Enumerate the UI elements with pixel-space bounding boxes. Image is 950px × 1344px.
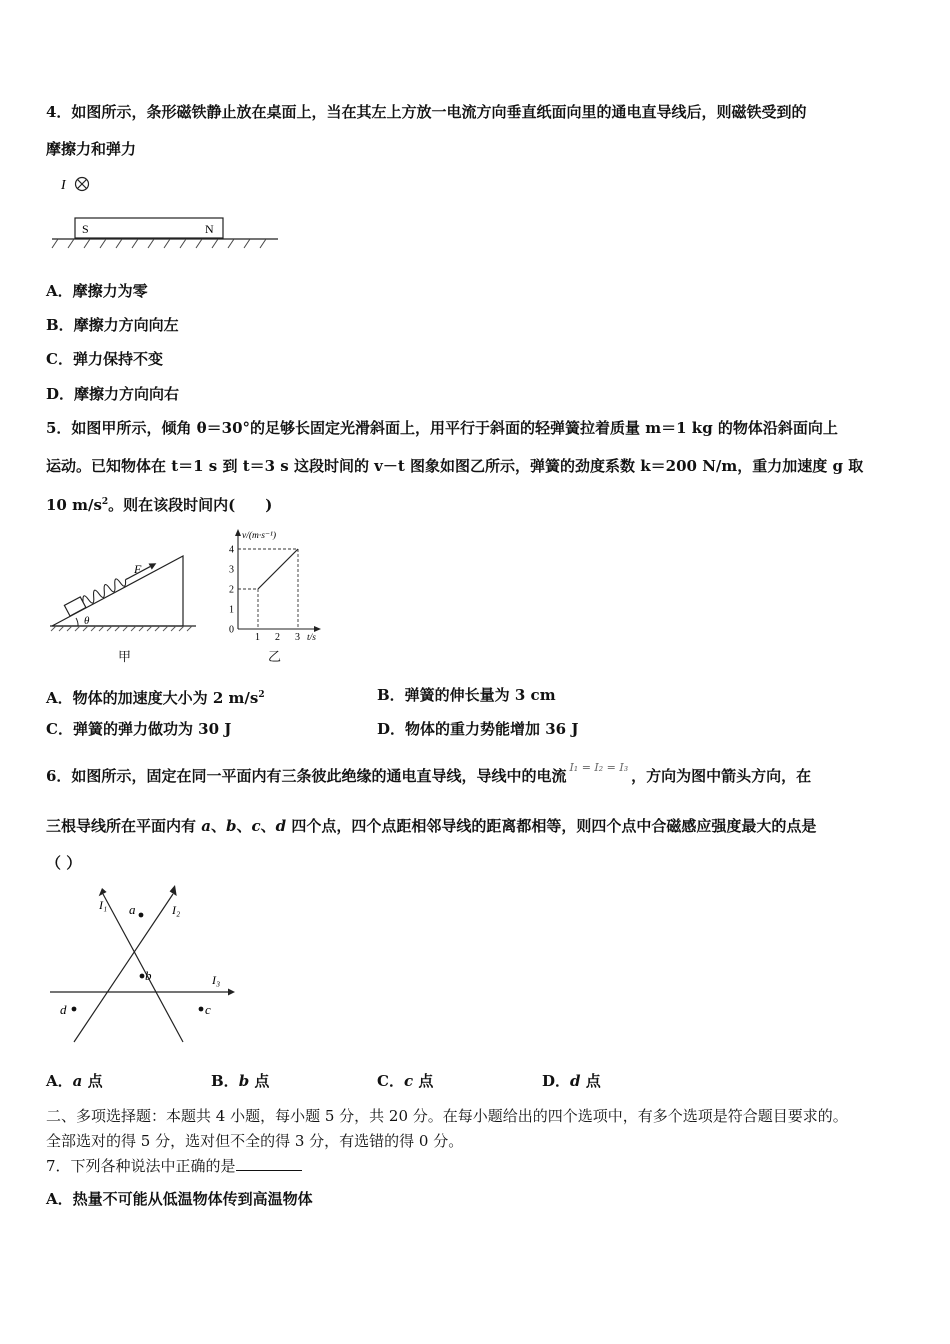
q4-magnet-figure — [50, 172, 285, 254]
q4-stem-line2: 摩擦力和弹力 — [46, 140, 137, 158]
point-c-label: c — [205, 1002, 211, 1017]
angle-arc — [76, 618, 78, 626]
x-tick-label-3: 3 — [295, 632, 300, 643]
q6-option-d: D．d 点 — [542, 1072, 601, 1090]
q5-stem-line2: 运动。已知物体在 t＝1 s 到 t＝3 s 这段时间的 v－t 图象如图乙所示，弹簧的劲度系数 k＝200 N/m，重力加速度 g 取 — [46, 457, 864, 475]
section2-heading-line1: 二、多项选择题：本题共 4 小题，每小题 5 分，共 20 分。在每小题给出的四个选项中，有多个选项是符合题目要求的。 — [46, 1107, 848, 1125]
current-equation: I₁ = I₂ = I₃ — [569, 761, 629, 774]
q5-option-b: B．弹簧的伸长量为 3 cm — [377, 686, 556, 704]
section2-heading-line2: 全部选对的得 5 分，选对但不全的得 3 分，有选错的得 0 分。 — [46, 1132, 464, 1150]
q6-stem-line1: 6．如图所示，固定在同一平面内有三条彼此绝缘的通电直导线，导线中的电流 I₁ = I₂ = I₃ ，方向为图中箭头方向，在 — [46, 766, 811, 788]
q5-option-d: D．物体的重力势能增加 36 J — [377, 720, 579, 738]
wire-1-arrow — [99, 888, 107, 896]
q6-wires-figure — [46, 884, 246, 1046]
spring — [81, 575, 128, 607]
q6-stem-line2: 三根导线所在平面内有 a、b、c、d 四个点，四个点距相邻导线的距离都相等，则四个点中合磁感应强度最大的点是 — [46, 817, 817, 835]
q7-stem: 7．下列各种说法中正确的是 — [46, 1156, 302, 1176]
q5-option-a: A．物体的加速度大小为 2 $m/s^2$ — [46, 689, 265, 707]
point-d-label: d — [60, 1002, 67, 1017]
point-b — [140, 974, 145, 979]
figure-jia-caption: 甲 — [118, 650, 132, 665]
x-axis-label: t/s — [307, 633, 316, 643]
table-hatching — [52, 239, 266, 248]
bar-magnet — [75, 218, 223, 238]
y-tick-label-3: 3 — [229, 564, 234, 576]
y-tick-label-1: 1 — [229, 604, 234, 616]
y-tick-label-0: 0 — [229, 624, 234, 636]
q6-option-c: C．c 点 — [377, 1072, 434, 1090]
q6-stem-line3: （ ） — [46, 854, 82, 872]
wire-2-label: I₂ — [172, 903, 181, 917]
force-label: F — [134, 562, 142, 576]
q5-vt-chart — [224, 526, 328, 642]
answer-blank — [236, 1156, 302, 1171]
q4-option-a: A．摩擦力为零 — [46, 282, 148, 300]
point-a-label: a — [129, 902, 136, 917]
x-tick-label-2: 2 — [275, 632, 280, 643]
wire-1-label: I₁ — [99, 898, 108, 912]
q5-stem-line3: 10 $m/s^2$。则在该段时间内( ) — [46, 496, 273, 514]
point-c — [199, 1007, 204, 1012]
wire-3-label: I₃ — [212, 973, 221, 987]
y-axis-arrow — [235, 529, 241, 536]
current-into-page-icon — [76, 178, 89, 191]
q6-option-b: B．b 点 — [211, 1072, 270, 1090]
y-tick-label-4: 4 — [229, 544, 234, 556]
q4-option-c: C．弹力保持不变 — [46, 350, 163, 368]
figure-yi-caption: 乙 — [268, 650, 282, 665]
q5-stem-line1: 5．如图甲所示，倾角 θ＝30°的足够长固定光滑斜面上，用平行于斜面的轻弹簧拉着质量 m＝1 kg 的物体沿斜面向上 — [46, 419, 838, 437]
q5-option-c: C．弹簧的弹力做功为 30 J — [46, 720, 232, 738]
current-label: I — [61, 178, 66, 193]
y-tick-label-2: 2 — [229, 584, 234, 596]
q5-incline-figure — [48, 552, 200, 634]
x-tick-label-1: 1 — [255, 632, 260, 643]
q4-option-b: B．摩擦力方向向左 — [46, 316, 179, 334]
wire-3-arrow — [228, 989, 235, 996]
q6-option-a: A．a 点 — [46, 1072, 103, 1090]
velocity-series-line — [258, 549, 298, 589]
y-axis-label: v/(m·s⁻¹) — [242, 531, 276, 541]
q4-option-d: D．摩擦力方向向右 — [46, 385, 180, 403]
point-b-label: b — [145, 968, 152, 983]
ground-hatching — [51, 626, 192, 631]
point-d — [72, 1007, 77, 1012]
magnet-n-label: N — [205, 222, 214, 236]
point-a — [139, 913, 144, 918]
q4-stem-line1: 4．如图所示，条形磁铁静止放在桌面上，当在其左上方放一电流方向垂直纸面向里的通电直导线后，则磁铁受到的 — [46, 103, 807, 121]
angle-label: θ — [84, 615, 90, 627]
magnet-s-label: S — [82, 222, 89, 236]
q7-option-a: A．热量不可能从低温物体传到高温物体 — [46, 1190, 313, 1208]
wire-2 — [74, 894, 173, 1042]
force-arrowhead — [149, 560, 158, 569]
x-axis-arrow — [314, 626, 321, 632]
